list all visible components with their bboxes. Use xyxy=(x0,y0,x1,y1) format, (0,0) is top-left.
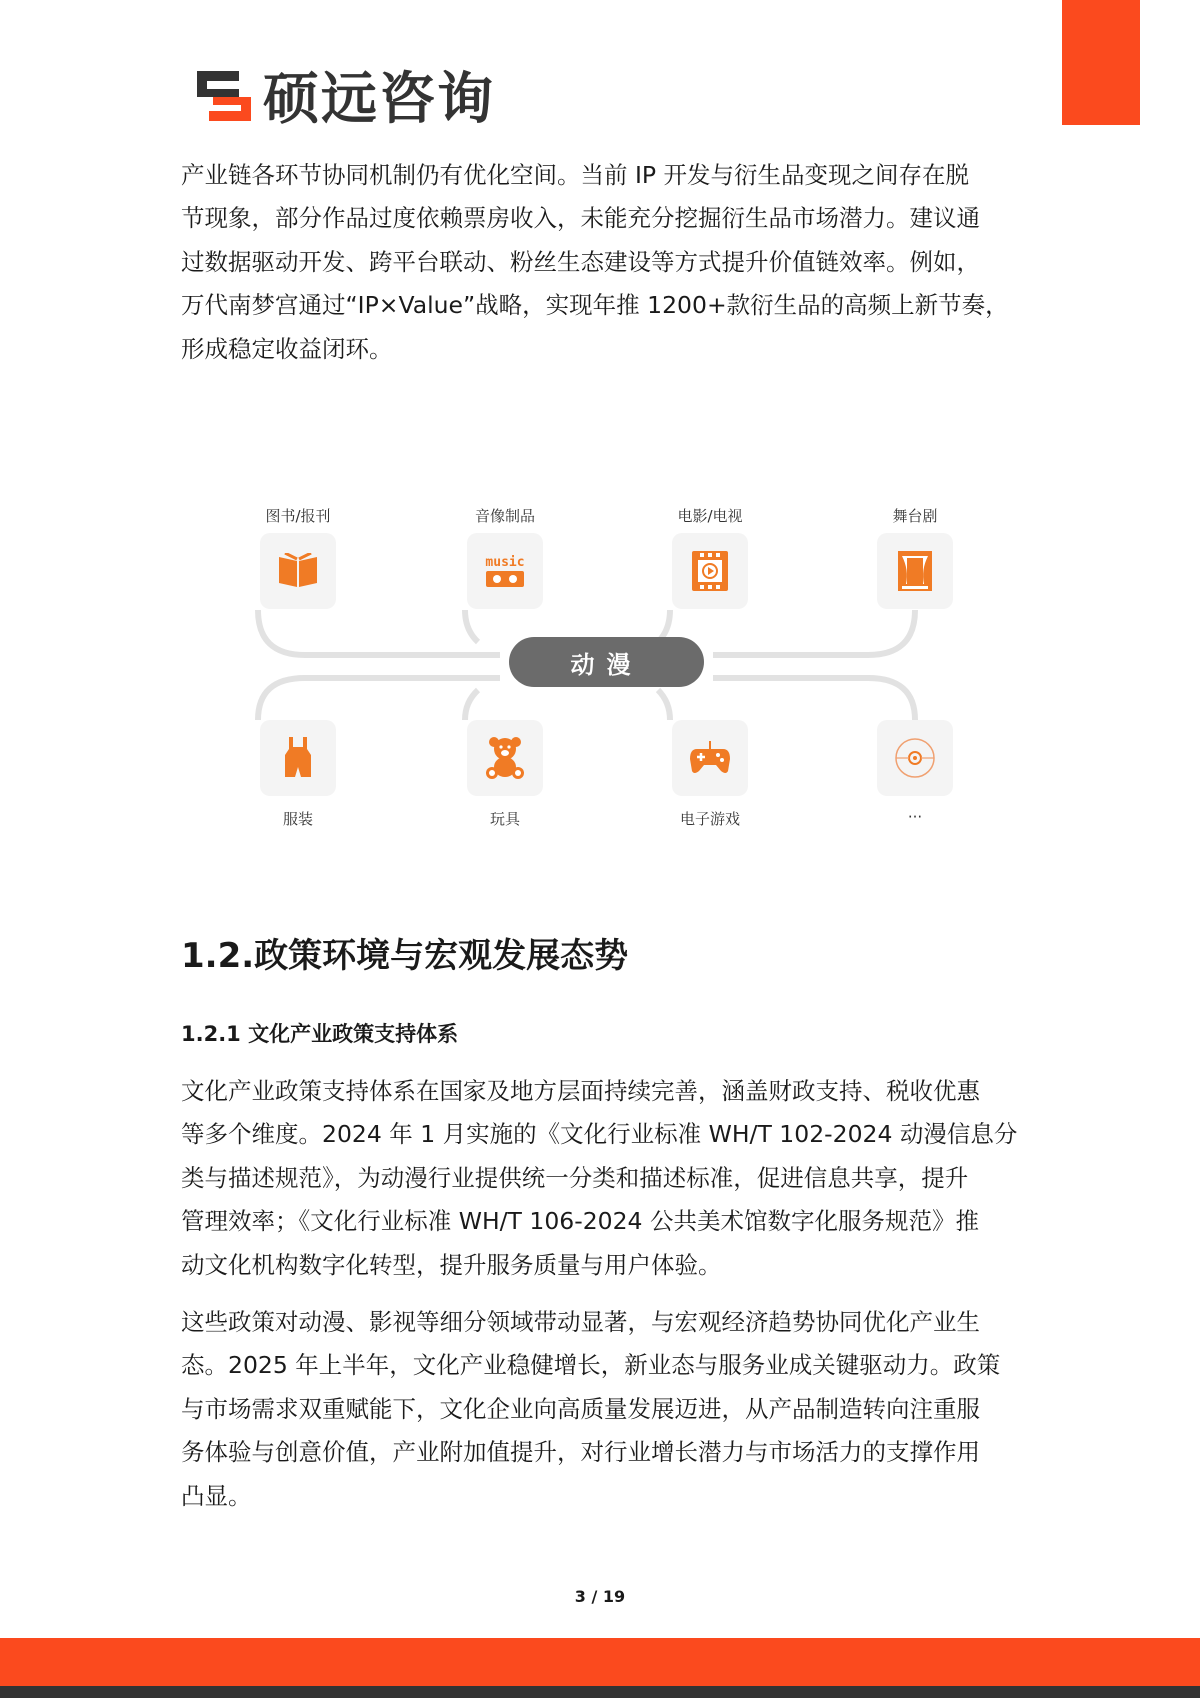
corner-accent-bar xyxy=(1062,0,1140,125)
node-label: 电子游戏 xyxy=(679,810,740,828)
text-line: 产业链各环节协同机制仍有优化空间。当前 IP 开发与衍生品变现之间存在脱 xyxy=(181,161,970,189)
node-film-tv xyxy=(672,507,748,609)
logo-mark-icon xyxy=(195,67,253,123)
clothing-icon xyxy=(284,737,312,779)
book-icon xyxy=(277,553,319,589)
text-line: 态。2025 年上半年，文化产业稳健增长，新业态与服务业成关键驱动力。政策 xyxy=(181,1351,1001,1380)
section-heading: 1.2.政策环境与宏观发展态势 xyxy=(181,936,629,976)
text-line: 这些政策对动漫、影视等细分领域带动显著，与宏观经济趋势协同优化产业生 xyxy=(181,1308,980,1336)
node-label: 舞台剧 xyxy=(892,507,938,525)
teddy-bear-icon xyxy=(485,736,525,780)
footer-bar xyxy=(0,1638,1200,1686)
music-icon xyxy=(483,553,527,589)
footer-dark-strip xyxy=(0,1686,1200,1698)
node-audio-video xyxy=(467,507,543,609)
logo-text: 硕远咨询 xyxy=(263,67,495,132)
text-line: 形成稳定收益闭环。 xyxy=(181,334,393,363)
node-label: 音像制品 xyxy=(474,507,535,525)
disc-icon xyxy=(894,737,936,779)
subsection-heading: 1.2.1 文化产业政策支持体系 xyxy=(181,1022,459,1046)
node-label: ··· xyxy=(907,808,923,826)
text-line: 节现象，部分作品过度依赖票房收入，未能充分挖掘衍生品市场潜力。建议通 xyxy=(181,204,980,233)
text-line: 凸显。 xyxy=(181,1481,252,1510)
intro-paragraph xyxy=(181,154,1009,371)
node-video-games xyxy=(672,720,748,828)
text-line: 管理效率；《文化行业标准 WH/T 106-2024 公共美术馆数字化服务规范》推 xyxy=(181,1207,979,1236)
company-logo xyxy=(195,62,495,132)
node-toys xyxy=(467,720,543,828)
policy-paragraph-2 xyxy=(181,1301,1000,1518)
center-node-anime: 动漫 xyxy=(509,637,704,687)
text-line: 务体验与创意价值，产业附加值提升，对行业增长潜力与市场活力的支撑作用 xyxy=(181,1438,980,1467)
node-label: 服装 xyxy=(282,810,313,828)
node-clothing xyxy=(260,720,336,828)
node-label: 电影/电视 xyxy=(677,507,743,525)
node-more xyxy=(877,720,953,826)
text-line: 与市场需求双重赋能下，文化企业向高质量发展迈进，从产品制造转向注重服 xyxy=(181,1394,980,1423)
node-label: 玩具 xyxy=(489,810,520,828)
policy-paragraph-1 xyxy=(181,1070,1017,1287)
node-books xyxy=(260,507,336,609)
text-line: 万代南梦宫通过“IP×Value”战略，实现年推 1200+款衍生品的高频上新节奏， xyxy=(181,291,1009,320)
svg-text:music: music xyxy=(485,555,525,570)
film-icon xyxy=(691,550,729,592)
text-line: 类与描述规范》，为动漫行业提供统一分类和描述标准，促进信息共享，提升 xyxy=(181,1163,969,1192)
text-line: 动文化机构数字化转型，提升服务质量与用户体验。 xyxy=(181,1250,722,1279)
stage-icon xyxy=(897,550,933,592)
node-label: 图书/报刊 xyxy=(265,507,331,525)
page-number: 3 / 19 xyxy=(574,1587,626,1606)
gamepad-icon xyxy=(689,741,731,775)
node-stage-play xyxy=(877,507,953,609)
text-line: 等多个维度。2024 年 1 月实施的《文化行业标准 WH/T 102-2024 动漫信息分 xyxy=(181,1120,1018,1149)
anime-industry-diagram xyxy=(180,480,980,860)
text-line: 文化产业政策支持体系在国家及地方层面持续完善，涵盖财政支持、税收优惠 xyxy=(181,1077,980,1105)
text-line: 过数据驱动开发、跨平台联动、粉丝生态建设等方式提升价值链效率。例如， xyxy=(181,247,980,276)
